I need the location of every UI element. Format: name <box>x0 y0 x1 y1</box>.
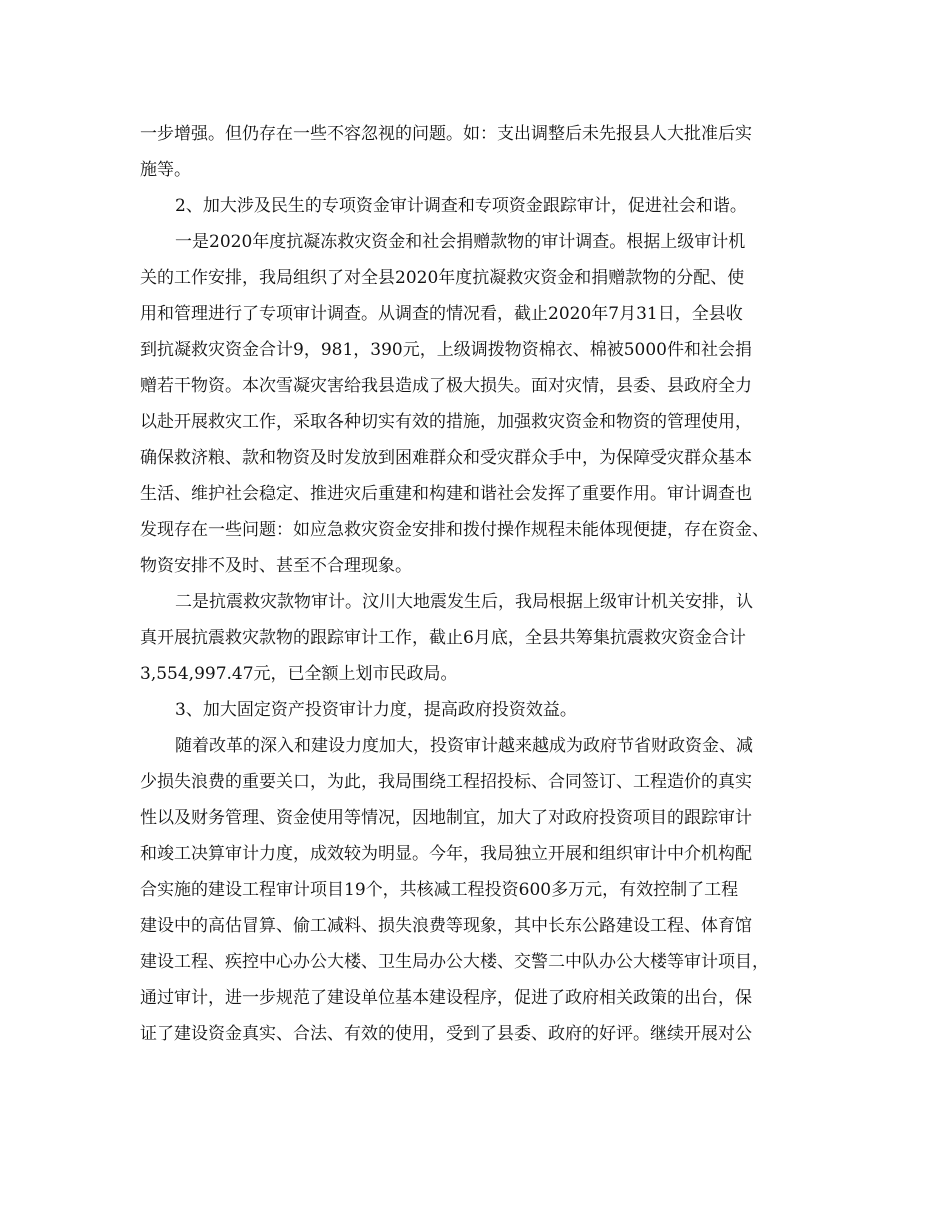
body-text-line: 通过审计，进一步规范了建设单位基本建设程序，促进了政府相关政策的出台，保 <box>140 988 752 1008</box>
body-text-line: 性以及财务管理、资金使用等情况，因地制宜，加大了对政府投资项目的跟踪审计 <box>140 808 752 828</box>
body-text-line: 证了建设资金真实、合法、有效的使用，受到了县委、政府的好评。继续开展对公 <box>140 1024 752 1044</box>
body-text-line: 一步增强。但仍存在一些不容忽视的问题。如：支出调整后未先报县人大批准后实 <box>140 124 752 144</box>
body-text-line: 少损失浪费的重要关口，为此，我局围绕工程招投标、合同签订、工程造价的真实 <box>140 772 752 792</box>
body-text-line: 真开展抗震救灾款物的跟踪审计工作，截止6月底，全县共筹集抗震救灾资金合计 <box>140 628 746 648</box>
body-text-line: 和竣工决算审计力度，成效较为明显。今年，我局独立开展和组织审计中介机构配 <box>140 844 752 864</box>
body-text-line: 建设中的高估冒算、偷工减料、损失浪费等现象，其中长东公路建设工程、体育馆 <box>140 916 752 936</box>
body-text-line: 一是2020年度抗凝冻救灾资金和社会捐赠款物的审计调查。根据上级审计机 <box>175 232 746 252</box>
body-text-line: 确保救济粮、款和物资及时发放到困难群众和受灾群众手中，为保障受灾群众基本 <box>140 448 752 468</box>
body-text-line: 合实施的建设工程审计项目19个，共核减工程投资600多万元，有效控制了工程 <box>140 880 739 900</box>
body-text-line: 物资安排不及时、甚至不合理现象。 <box>140 556 412 576</box>
body-text-line: 赠若干物资。本次雪凝灾害给我县造成了极大损失。面对灾情，县委、县政府全力 <box>140 376 752 396</box>
body-text-line: 随着改革的深入和建设力度加大，投资审计越来越成为政府节省财政资金、减 <box>175 736 753 756</box>
body-text-line: 生活、维护社会稳定、推进灾后重建和构建和谐社会发挥了重要作用。审计调查也 <box>140 484 752 504</box>
body-text-line: 建设工程、疾控中心办公大楼、卫生局办公大楼、交警二中队办公大楼等审计项目， <box>140 952 769 972</box>
body-text-line: 以赴开展救灾工作，采取各种切实有效的措施，加强救灾资金和物资的管理使用， <box>140 412 752 432</box>
section-heading: 3、加大固定资产投资审计力度，提高政府投资效益。 <box>175 700 577 720</box>
body-text-line: 施等。 <box>140 160 191 180</box>
body-text-line: 到抗凝救灾资金合计9，981，390元，上级调拨物资棉衣、棉被5000件和社会捐 <box>140 340 752 360</box>
body-text-line: 3,554,997.47元，已全额上划市民政局。 <box>140 664 458 684</box>
body-text-line: 关的工作安排，我局组织了对全县2020年度抗凝救灾资金和捐赠款物的分配、使 <box>140 268 745 288</box>
body-text-line: 发现存在一些问题：如应急救灾资金安排和拨付操作规程未能体现便捷，存在资金、 <box>140 520 769 540</box>
section-heading: 2、加大涉及民生的专项资金审计调查和专项资金跟踪审计，促进社会和谐。 <box>175 196 747 216</box>
body-text-line: 用和管理进行了专项审计调查。从调查的情况看，截止2020年7月31日，全县收 <box>140 304 743 324</box>
body-text-line: 二是抗震救灾款物审计。汶川大地震发生后，我局根据上级审计机关安排，认 <box>175 592 753 612</box>
